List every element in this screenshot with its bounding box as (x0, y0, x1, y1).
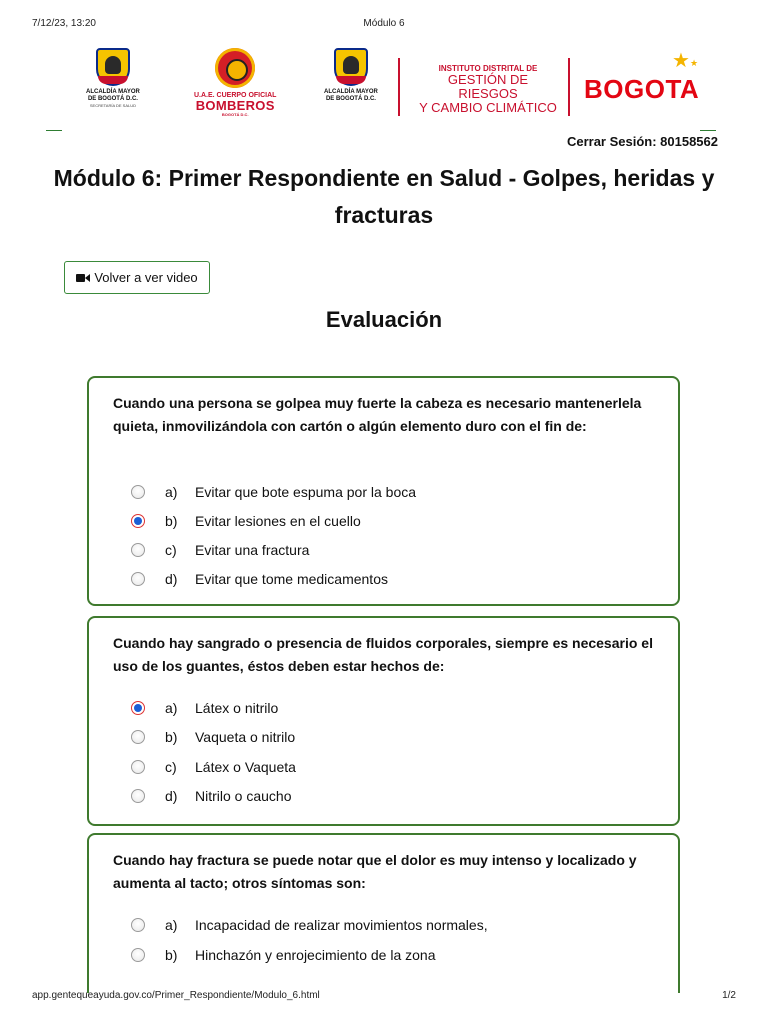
alcaldia-secretaria-salud-logo (86, 48, 140, 108)
option-letter: d) (165, 788, 178, 804)
bomberos-line1: U.A.E. CUERPO OFICIAL (194, 92, 277, 99)
secretaria-salud-caption: SECRETARÍA DE SALUD (89, 103, 137, 108)
question-card (87, 833, 680, 993)
answer-option[interactable] (131, 697, 278, 719)
option-letter: c) (165, 542, 177, 558)
logo-divider (398, 58, 400, 116)
print-footer (32, 990, 736, 1004)
radio-button[interactable] (131, 572, 145, 586)
idiger-logo (418, 64, 558, 115)
alcaldia-secretaria-caption: ALCALDÍA MAYOR DE BOGOTÁ D.C. (86, 89, 140, 102)
option-label: Hinchazón y enrojecimiento de la zona (195, 947, 436, 963)
option-letter: a) (165, 700, 178, 716)
idiger-line1: INSTITUTO DISTRITAL DE (438, 64, 538, 73)
radio-button[interactable] (131, 730, 145, 744)
answer-option[interactable] (131, 914, 488, 936)
radio-button[interactable] (131, 760, 145, 774)
header-rule-left (46, 130, 62, 131)
bogota-shield-icon (96, 48, 130, 86)
option-label: Evitar una fractura (195, 542, 310, 558)
option-label: Evitar lesiones en el cuello (195, 513, 361, 529)
radio-button[interactable] (131, 948, 145, 962)
bomberos-badge-icon (215, 48, 255, 88)
question-card (87, 616, 680, 826)
option-label: Incapacidad de realizar movimientos normales, (195, 917, 488, 933)
print-url: app.gentequeayuda.gov.co/Primer_Respondiente/Modulo_6.html (32, 990, 320, 1001)
option-letter: b) (165, 947, 178, 963)
option-label: Evitar que bote espuma por la boca (195, 484, 417, 500)
answer-option[interactable] (131, 539, 309, 561)
radio-button[interactable] (131, 918, 145, 932)
rewatch-video-label: Volver a ver video (94, 270, 198, 285)
option-letter: a) (165, 484, 178, 500)
rewatch-video-button[interactable] (64, 261, 210, 294)
option-letter: b) (165, 729, 178, 745)
print-page-number: 1/2 (722, 990, 736, 1001)
bogota-shield-icon (334, 48, 368, 86)
question-card (87, 376, 680, 606)
answer-option[interactable] (131, 944, 435, 966)
option-letter: b) (165, 513, 178, 529)
logo-divider (568, 58, 570, 116)
evaluation-title: Evaluación (325, 307, 443, 332)
print-page-title: Módulo 6 (363, 18, 405, 29)
option-label: Látex o nitrilo (195, 700, 279, 716)
alcaldia-caption: ALCALDÍA MAYOR DE BOGOTÁ D.C. (324, 89, 378, 102)
option-label: Vaqueta o nitrilo (195, 729, 296, 745)
radio-button-selected[interactable] (131, 514, 145, 528)
answer-option[interactable] (131, 726, 295, 748)
question-text: Cuando hay sangrado o presencia de fluidos corporales, siempre es necesario el uso de los guantes, éstos deben estar hechos de: (113, 635, 653, 674)
option-label: Evitar que tome medicamentos (195, 571, 388, 587)
answer-option[interactable] (131, 756, 296, 778)
answer-option[interactable] (131, 481, 416, 503)
print-header (32, 18, 736, 32)
video-camera-icon (76, 273, 90, 283)
star-icon: ★ (690, 58, 699, 68)
radio-button[interactable] (131, 789, 145, 803)
answer-option[interactable] (131, 568, 388, 590)
idiger-line2: GESTIÓN DE RIESGOS (447, 72, 529, 101)
idiger-line3: Y CAMBIO CLIMÁTICO (419, 100, 557, 115)
option-letter: d) (165, 571, 178, 587)
option-letter: a) (165, 917, 178, 933)
bogota-logo: BOGOTA (584, 74, 700, 104)
star-icon: ★ (672, 50, 690, 72)
question-text: Cuando hay fractura se puede notar que el dolor es muy intenso y localizado y aumenta al tacto; otros síntomas son: (113, 852, 637, 891)
radio-button[interactable] (131, 543, 145, 557)
answer-option[interactable] (131, 510, 361, 532)
bomberos-line2: BOMBEROS (195, 98, 275, 113)
question-text: Cuando una persona se golpea muy fuerte la cabeza es necesario mantenerlela quieta, inmovilizándola con cartón o algún elemento duro con el fin de: (113, 395, 642, 434)
radio-button-selected[interactable] (131, 701, 145, 715)
header-rule-right (700, 130, 716, 131)
page-title: Módulo 6: Primer Respondiente en Salud - Golpes, heridas y fracturas (53, 165, 715, 228)
option-letter: c) (165, 759, 177, 775)
bomberos-logo (194, 48, 276, 117)
print-date: 7/12/23, 13:20 (32, 18, 96, 29)
option-label: Látex o Vaqueta (195, 759, 296, 775)
option-label: Nitrilo o caucho (195, 788, 292, 804)
logo-banner (64, 40, 704, 132)
radio-button[interactable] (131, 485, 145, 499)
bomberos-line3: BOGOTÁ D.C. (221, 112, 249, 117)
answer-option[interactable] (131, 785, 292, 807)
alcaldia-logo (324, 48, 378, 103)
logout-link[interactable]: Cerrar Sesión: 80158562 (566, 134, 718, 149)
